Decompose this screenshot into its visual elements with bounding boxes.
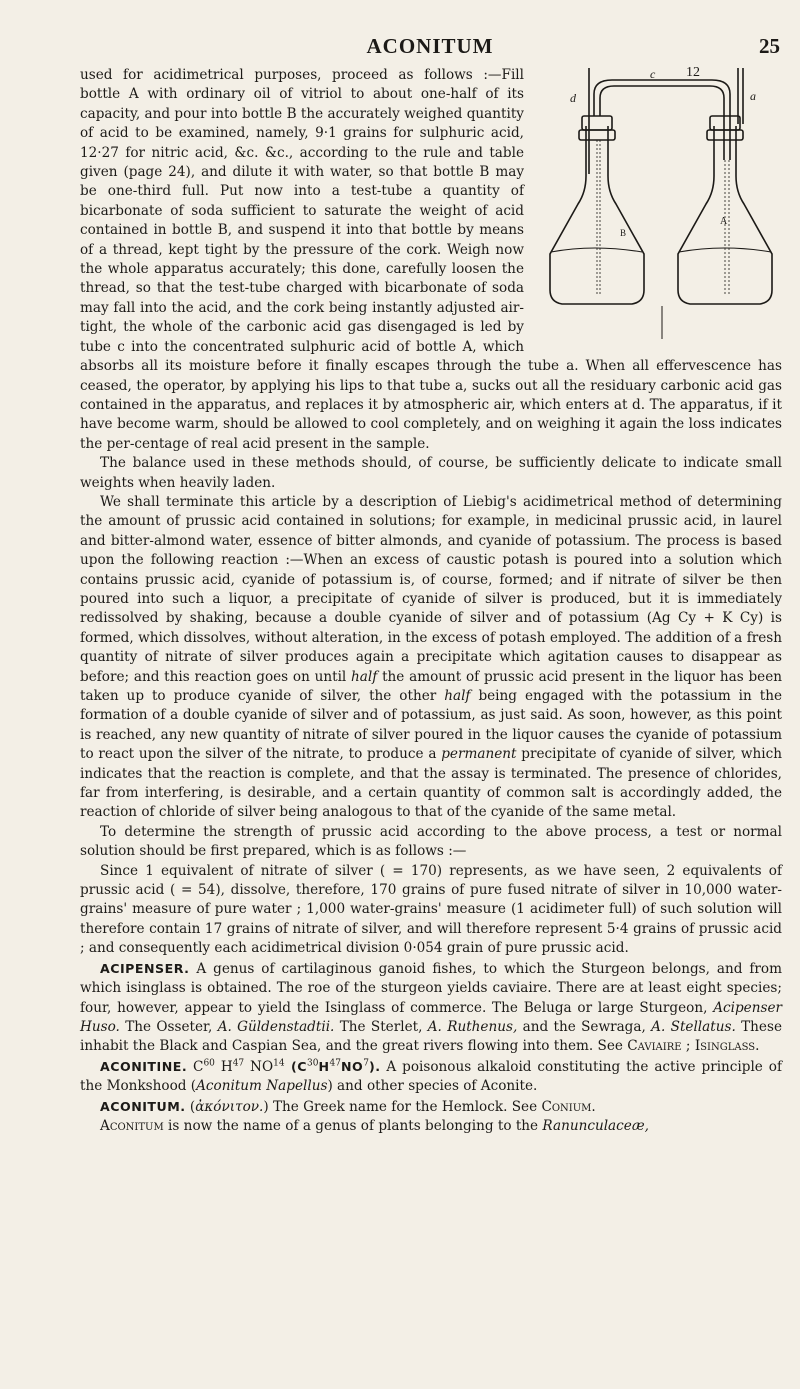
text-run: the amount of prussic acid present in the liquor has been taken up to produce cyanide of silver, the other [80, 668, 782, 704]
apparatus-diagram [534, 64, 782, 339]
paragraph-aconitum-genus [80, 1117, 782, 1136]
italic-run: A. Ruthenus, [427, 1018, 518, 1035]
page-title: ACONITUM [366, 34, 494, 58]
italic-run: permanent [441, 746, 517, 763]
entry-heading: ACONITINE. [100, 1058, 188, 1074]
text-run: . [591, 1098, 596, 1115]
paragraph-3 [80, 493, 782, 823]
superscript: 14 [273, 1058, 285, 1069]
italic-run: A. Güldenstadtii. [217, 1018, 335, 1035]
formula-run: H [214, 1058, 233, 1075]
italic-run: Ranunculaceæ, [542, 1117, 649, 1134]
text-run: These inhabit the Black and Caspian Sea, and the great rivers flowing into them. See [80, 1018, 782, 1055]
formula-run: (C [284, 1058, 308, 1074]
superscript: 47 [329, 1058, 341, 1069]
superscript: 60 [203, 1058, 215, 1069]
entry-acipenser [80, 959, 782, 1057]
text-run: grains of nitrate of silver, and will therefore represent 5·4 grains of prussic acid ; and consequently each acidimetrical division 0·054 grain of pure prussic acid. [80, 920, 782, 957]
formula-run: NO [244, 1058, 274, 1075]
label-bottle-b: B [620, 228, 627, 238]
italic-run: half [351, 668, 378, 685]
cross-reference: Conium [541, 1098, 592, 1115]
number-17: 17 [204, 920, 223, 937]
small-caps-run: Aconitum [100, 1117, 164, 1134]
text-run: grains of pure fused nitrate of silver in 10,000 water-grains' measure of pure water ; 1,000 water-grains' measure (1 acidimeter full) of such solution will therefore contain [80, 882, 782, 937]
label-c: c [650, 67, 656, 81]
text-run: ) The Greek name for the Hemlock. See [263, 1098, 542, 1115]
entry-heading: ACONITUM. [100, 1098, 186, 1114]
text-run: We shall terminate this article by a description of Liebig's acidimetrical method of determining the amount of prussic acid contained in solutions; for example, in medicinal prussic acid, in laurel and bitter-almond water, essence of bitter almonds, and cyanide of potassium. The process is based upon the following reaction :—When an excess of caustic potash is poured into a solution which contains prussic acid, cyanide of potassium is, of course, formed; and if nitrate of silver be then poured into such a liquor, a precipitate of cyanide of silver is produced, but it is immediately redissolved by shaking, because a double cyanide of silver and of potassium (Ag Cy + K Cy) is formed, which dissolves, without alteration, in the excess of potash employed. The addition of a fresh quantity of nitrate of silver produces again a precipitate which agitation causes to disappear as before; and this reaction goes on until [80, 493, 782, 685]
entry-heading: ACIPENSER. [100, 960, 190, 976]
formula-run: H [318, 1058, 330, 1074]
formula-run: ). [368, 1058, 381, 1074]
text-run: being engaged with the potassium in the formation of a double cyanide of silver and of potassium, as just said. As soon, however, as this point is reached, any new quantity of nitrate of silver poured in the liquor causes the cyanide of potassium to react upon the silver of the nitrate, to produce a [80, 688, 783, 763]
text-run: Since 1 equivalent of nitrate of silver ( = 170) represents, as we have seen, 2 equivalents of prussic acid ( = 54), dissolve, therefore, [80, 862, 782, 899]
label-bottle-a: A [720, 216, 728, 227]
paragraph-4: To determine the strength of prussic acid according to the above process, a test or normal solution should be first prepared, which is as follows :— [80, 823, 782, 860]
cross-reference: Caviaire [627, 1038, 682, 1055]
superscript: 7 [363, 1058, 369, 1069]
italic-run: A. Stellatus. [651, 1018, 736, 1035]
cross-reference: Isinglass [694, 1038, 756, 1055]
italic-run: ἀκόνιτον. [195, 1098, 264, 1115]
text-run: is now the name of a genus of plants belonging to the [163, 1117, 543, 1134]
figure-number: 12 [686, 65, 700, 80]
paragraph-2: The balance used in these methods should, of course, be sufficiently delicate to indicate small weights when heavily laden. [80, 455, 782, 491]
paragraph-1: used for acidimetrical purposes, proceed as follows :—Fill bottle A with ordinary oil of vitriol to about one-half of its capacity, and pour into bottle B the accurately weighed quantity of acid to be examined, namely, 9·1 grains for sulphuric acid, 12·27 for nitric acid, &c. &c., according to the rule and table given (page 24), and dilute it with water, so that bottle B may be one-third full. Put now into a test-tube a quantity of bicarbonate of soda sufficient to saturate the weight of acid contained in bottle B, and suspend it into that bottle by means of a thread, kept tight by the pressure of the cork. Weigh now the whole apparatus accurately; this done, carefully loosen the thread, so that the test-tube charged with bicarbonate of soda may fall into the acid, and the cork being instantly adjusted air-tight, the whole of the carbonic acid gas disengaged is led by tube c into the concentrated sulphuric acid of bottle A, which absorbs all its moisture before it finally escapes through the tube a. When all effervescence has ceased, the operator, by applying his lips to that tube a, sucks out all the residuary carbonic acid gas contained in the apparatus, and replaces it by atmospheric air, which enters at d. The apparatus, if it have become warm, should be allowed to cool completely, and on weighing it again the loss indicates the per-centage of real acid present in the sample. [80, 67, 782, 452]
text-run: ; [681, 1038, 695, 1055]
running-head [80, 34, 780, 60]
italic-run: half [444, 688, 471, 704]
text-run: ) and other species of Aconite. [327, 1078, 538, 1095]
text-run: and the Sewraga, [517, 1018, 652, 1035]
text-run: A poisonous alkaloid constituting the active principle of the Monkshood ( [80, 1058, 782, 1095]
body-text [80, 66, 782, 1136]
italic-run: Acipenser Huso. [80, 999, 782, 1035]
text-run: The Sterlet, [334, 1018, 428, 1035]
italic-run: Aconitum Napellus [196, 1078, 328, 1095]
text-run: . [755, 1038, 760, 1055]
page-number: 25 [759, 34, 780, 58]
entry-aconitine [80, 1057, 782, 1097]
figure-12 [534, 66, 782, 341]
label-a: a [750, 89, 756, 103]
superscript: 30 [307, 1058, 319, 1069]
text-run: precipitate of cyanide of silver, which indicates that the reaction is complete, and that the assay is terminated. The presence of chlorides, far from interfering, is desirable, and a certain quantity of common salt is accordingly added, the reaction of chloride of silver being analogous to that of the cyanide of the same metal. [80, 746, 782, 821]
text-run: The Osseter, [119, 1018, 218, 1035]
text-run: ( [185, 1098, 196, 1115]
text-run: A genus of cartilaginous ganoid fishes, to which the Sturgeon belongs, and from which isinglass is obtained. The roe of the sturgeon yields caviaire. There are at least eight species; four, however, appear to yield the Isinglass of commerce. The Beluga or large Sturgeon, [80, 960, 782, 1016]
label-d: d [570, 91, 576, 105]
entry-aconitum [80, 1097, 782, 1117]
number-170: 170 [370, 882, 397, 899]
paragraph-5 [80, 862, 782, 959]
formula-run: C [187, 1058, 204, 1075]
superscript: 47 [232, 1058, 245, 1069]
formula-run: NO [340, 1058, 364, 1074]
